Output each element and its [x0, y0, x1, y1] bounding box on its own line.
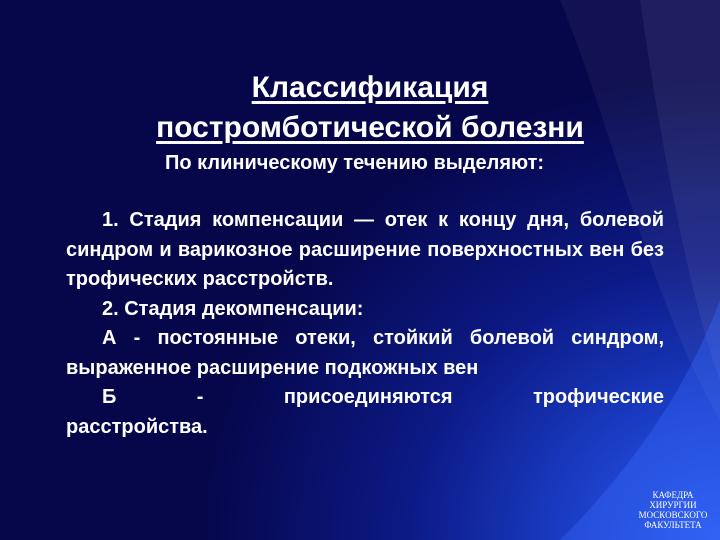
title-line-1: Классификация — [251, 71, 489, 104]
stage-2-a-item: А - постоянные отеки, стойкий болевой синдром, выраженное расширение подкожных вен — [66, 327, 664, 379]
slide-body — [66, 206, 664, 442]
footer-line-4: ФАКУЛЬТЕТА — [644, 520, 702, 530]
footer-line-3: МОСКОВСКОГО — [638, 510, 708, 520]
stage-2-b-item-line-1: Б - присоединяются трофические — [102, 386, 664, 408]
stage-1-text: 1. Стадия компенсации — отек к концу дня, болевой синдром и варикозное расширение поверхностных вен без трофических расстройств. — [66, 209, 664, 290]
stage-2-b-item-line-2: расстройства. — [66, 415, 208, 438]
stage-2-text: 2. Стадия декомпенсации: — [102, 297, 364, 320]
slide-subtitle: По клиническому течению выделяют: — [165, 152, 545, 174]
slide-title — [60, 68, 680, 148]
footer-line-2: ХИРУРГИИ — [649, 500, 697, 510]
title-line-2: постромботической болезни — [156, 111, 584, 144]
footer-line-1: КАФЕДРА — [652, 490, 694, 500]
department-footer — [628, 490, 718, 530]
